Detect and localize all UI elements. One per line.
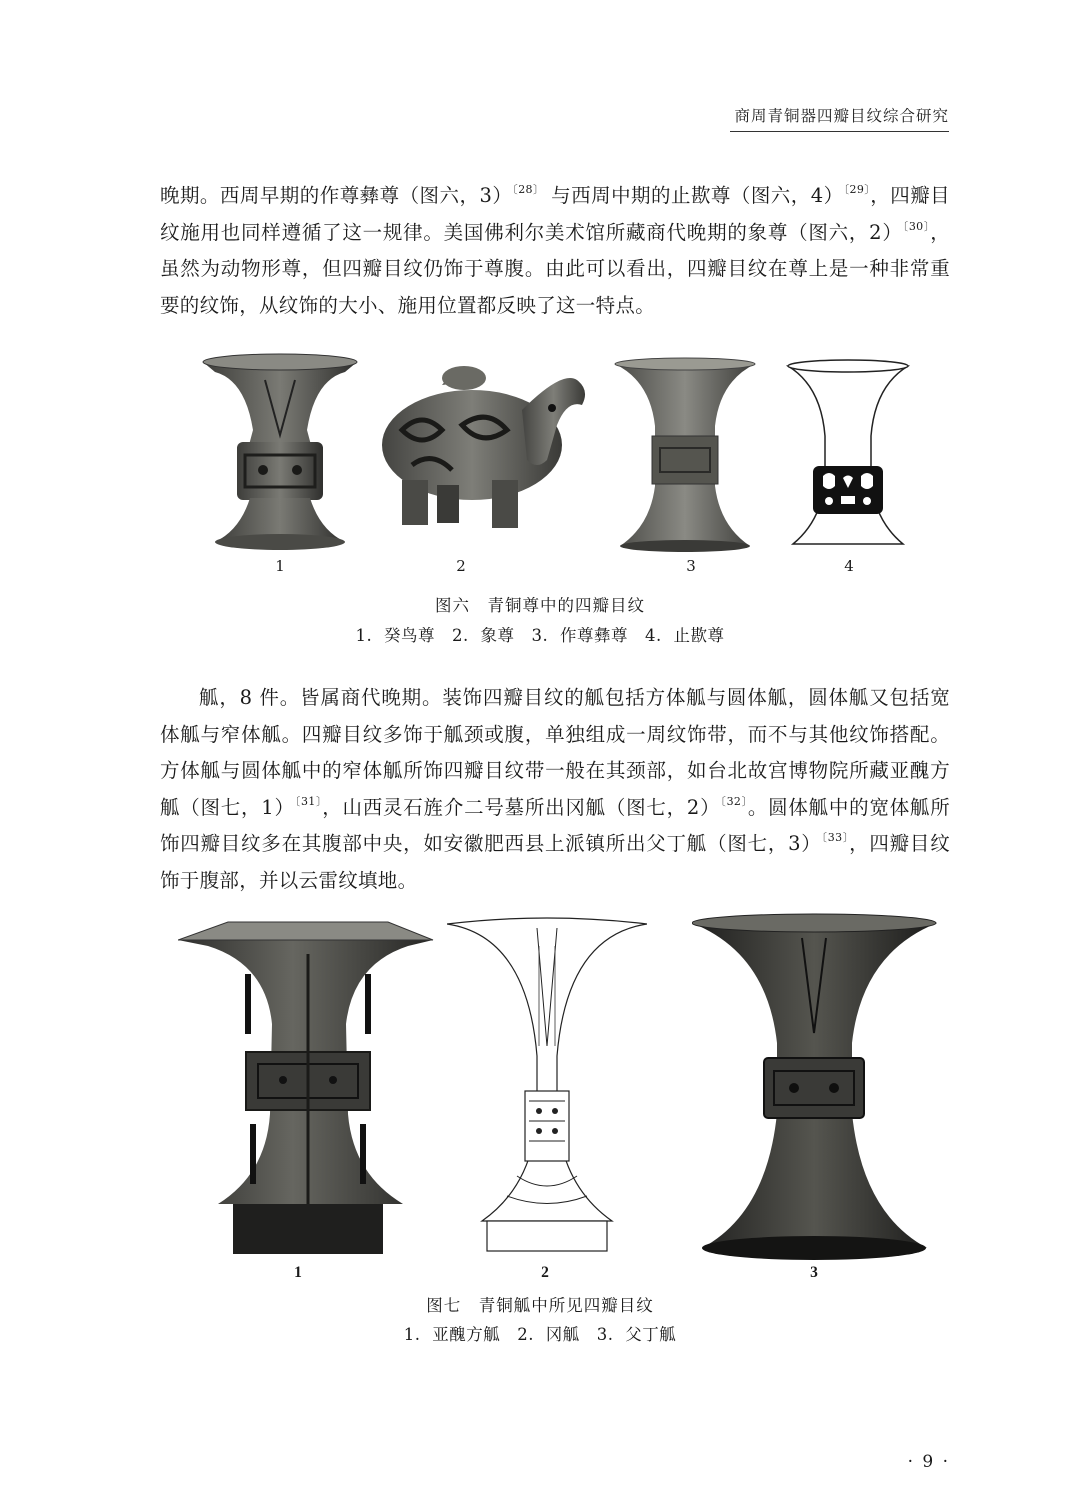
footnote-ref-33[interactable]: 〔33〕	[821, 831, 850, 844]
figure-6-image-2-elephant-zun	[372, 350, 602, 535]
figure-6-number-3: 3	[686, 557, 696, 575]
figure-6-number-1: 1	[275, 557, 285, 575]
running-head: 商周青铜器四瓣目纹综合研究	[734, 107, 949, 125]
rare-glyph: 歁	[690, 184, 711, 207]
page-number: · 9 ·	[907, 1452, 950, 1472]
text-run: 。圆体觚中的宽体觚所饰四瓣目纹多在其腹部中央，如安徽肥西县上派镇所出父丁觚（图七，3）	[160, 795, 951, 855]
text-run: 尊（图六，4）	[710, 184, 844, 207]
footnote-ref-31[interactable]: 〔31〕	[294, 794, 323, 808]
figure-7-caption-items: 1. 亚醜方觚 2. 冈觚 3. 父丁觚	[403, 1325, 677, 1344]
text-run: 与西周中期的止	[544, 184, 691, 207]
figure-6-image-3-zun	[610, 356, 760, 556]
text-run: ，虽然为动物形尊，但四瓣目纹仍饰于尊腹。由此可以看出，四瓣目纹在尊上是一种非常重要的纹饰，从纹饰的大小、施用位置都反映了这一特点。	[160, 220, 950, 317]
figure-6-caption-title: 图六 青铜尊中的四瓣目纹	[435, 596, 645, 615]
footnote-ref-29[interactable]: 〔29〕	[843, 183, 871, 196]
figure-6-image-1-zun	[195, 350, 365, 560]
figure-6-number-2: 2	[456, 557, 466, 575]
figure-6-caption-items: 1. 癸鸟尊 2. 象尊 3. 作尊彝尊 4. 止歁尊	[355, 626, 725, 645]
text-run: 觚，8 件。皆属商代晚期。装饰四瓣目纹的觚包括方体觚与圆体觚，圆体觚又包括宽体觚与窄体觚。四瓣目纹多饰于觚颈或腹，单独组成一周纹饰带，而不与其他纹饰搭配。方体觚与圆体觚中的窄体觚所饰四瓣目纹带一般在其颈部，如台北故宫博物院所藏亚醜方觚（图七，1）	[160, 686, 950, 819]
footnote-ref-28[interactable]: 〔28〕	[512, 183, 545, 196]
text-run: ，四瓣目纹饰于腹部，并以云雷纹填地。	[160, 832, 950, 892]
figure-7-number-1: 1	[294, 1264, 302, 1281]
footnote-ref-30[interactable]: 〔30〕	[902, 219, 931, 233]
text-run: ，四瓣目纹施用也同样遵循了这一规律。美国佛利尔美术馆所藏商代晚期的象尊（图六，2）	[160, 184, 950, 244]
figure-7-image-2-gu-line-drawing	[447, 916, 647, 1261]
figure-7-image-3-gu	[692, 913, 937, 1263]
paragraph-1	[160, 178, 950, 324]
figure-7-number-2: 2	[541, 1264, 549, 1281]
rare-glyph: 冈	[565, 795, 586, 819]
figure-7-image-1-square-gu	[178, 914, 438, 1264]
footnote-ref-32[interactable]: 〔32〕	[720, 794, 748, 808]
figure-7-number-3: 3	[810, 1264, 818, 1281]
figure-6-number-4: 4	[844, 557, 854, 575]
text-run: ，山西灵石旌介二号墓所出	[322, 795, 566, 819]
paragraph-2	[160, 680, 950, 899]
header-rule	[730, 131, 949, 132]
text-run: 觚（图七，2）	[585, 795, 721, 819]
figure-6-image-4-zun-line-drawing	[783, 356, 913, 556]
text-run: 晚期。西周早期的作尊彝尊（图六，3）	[160, 184, 513, 207]
figure-7-caption-title: 图七 青铜觚中所见四瓣目纹	[426, 1296, 654, 1315]
